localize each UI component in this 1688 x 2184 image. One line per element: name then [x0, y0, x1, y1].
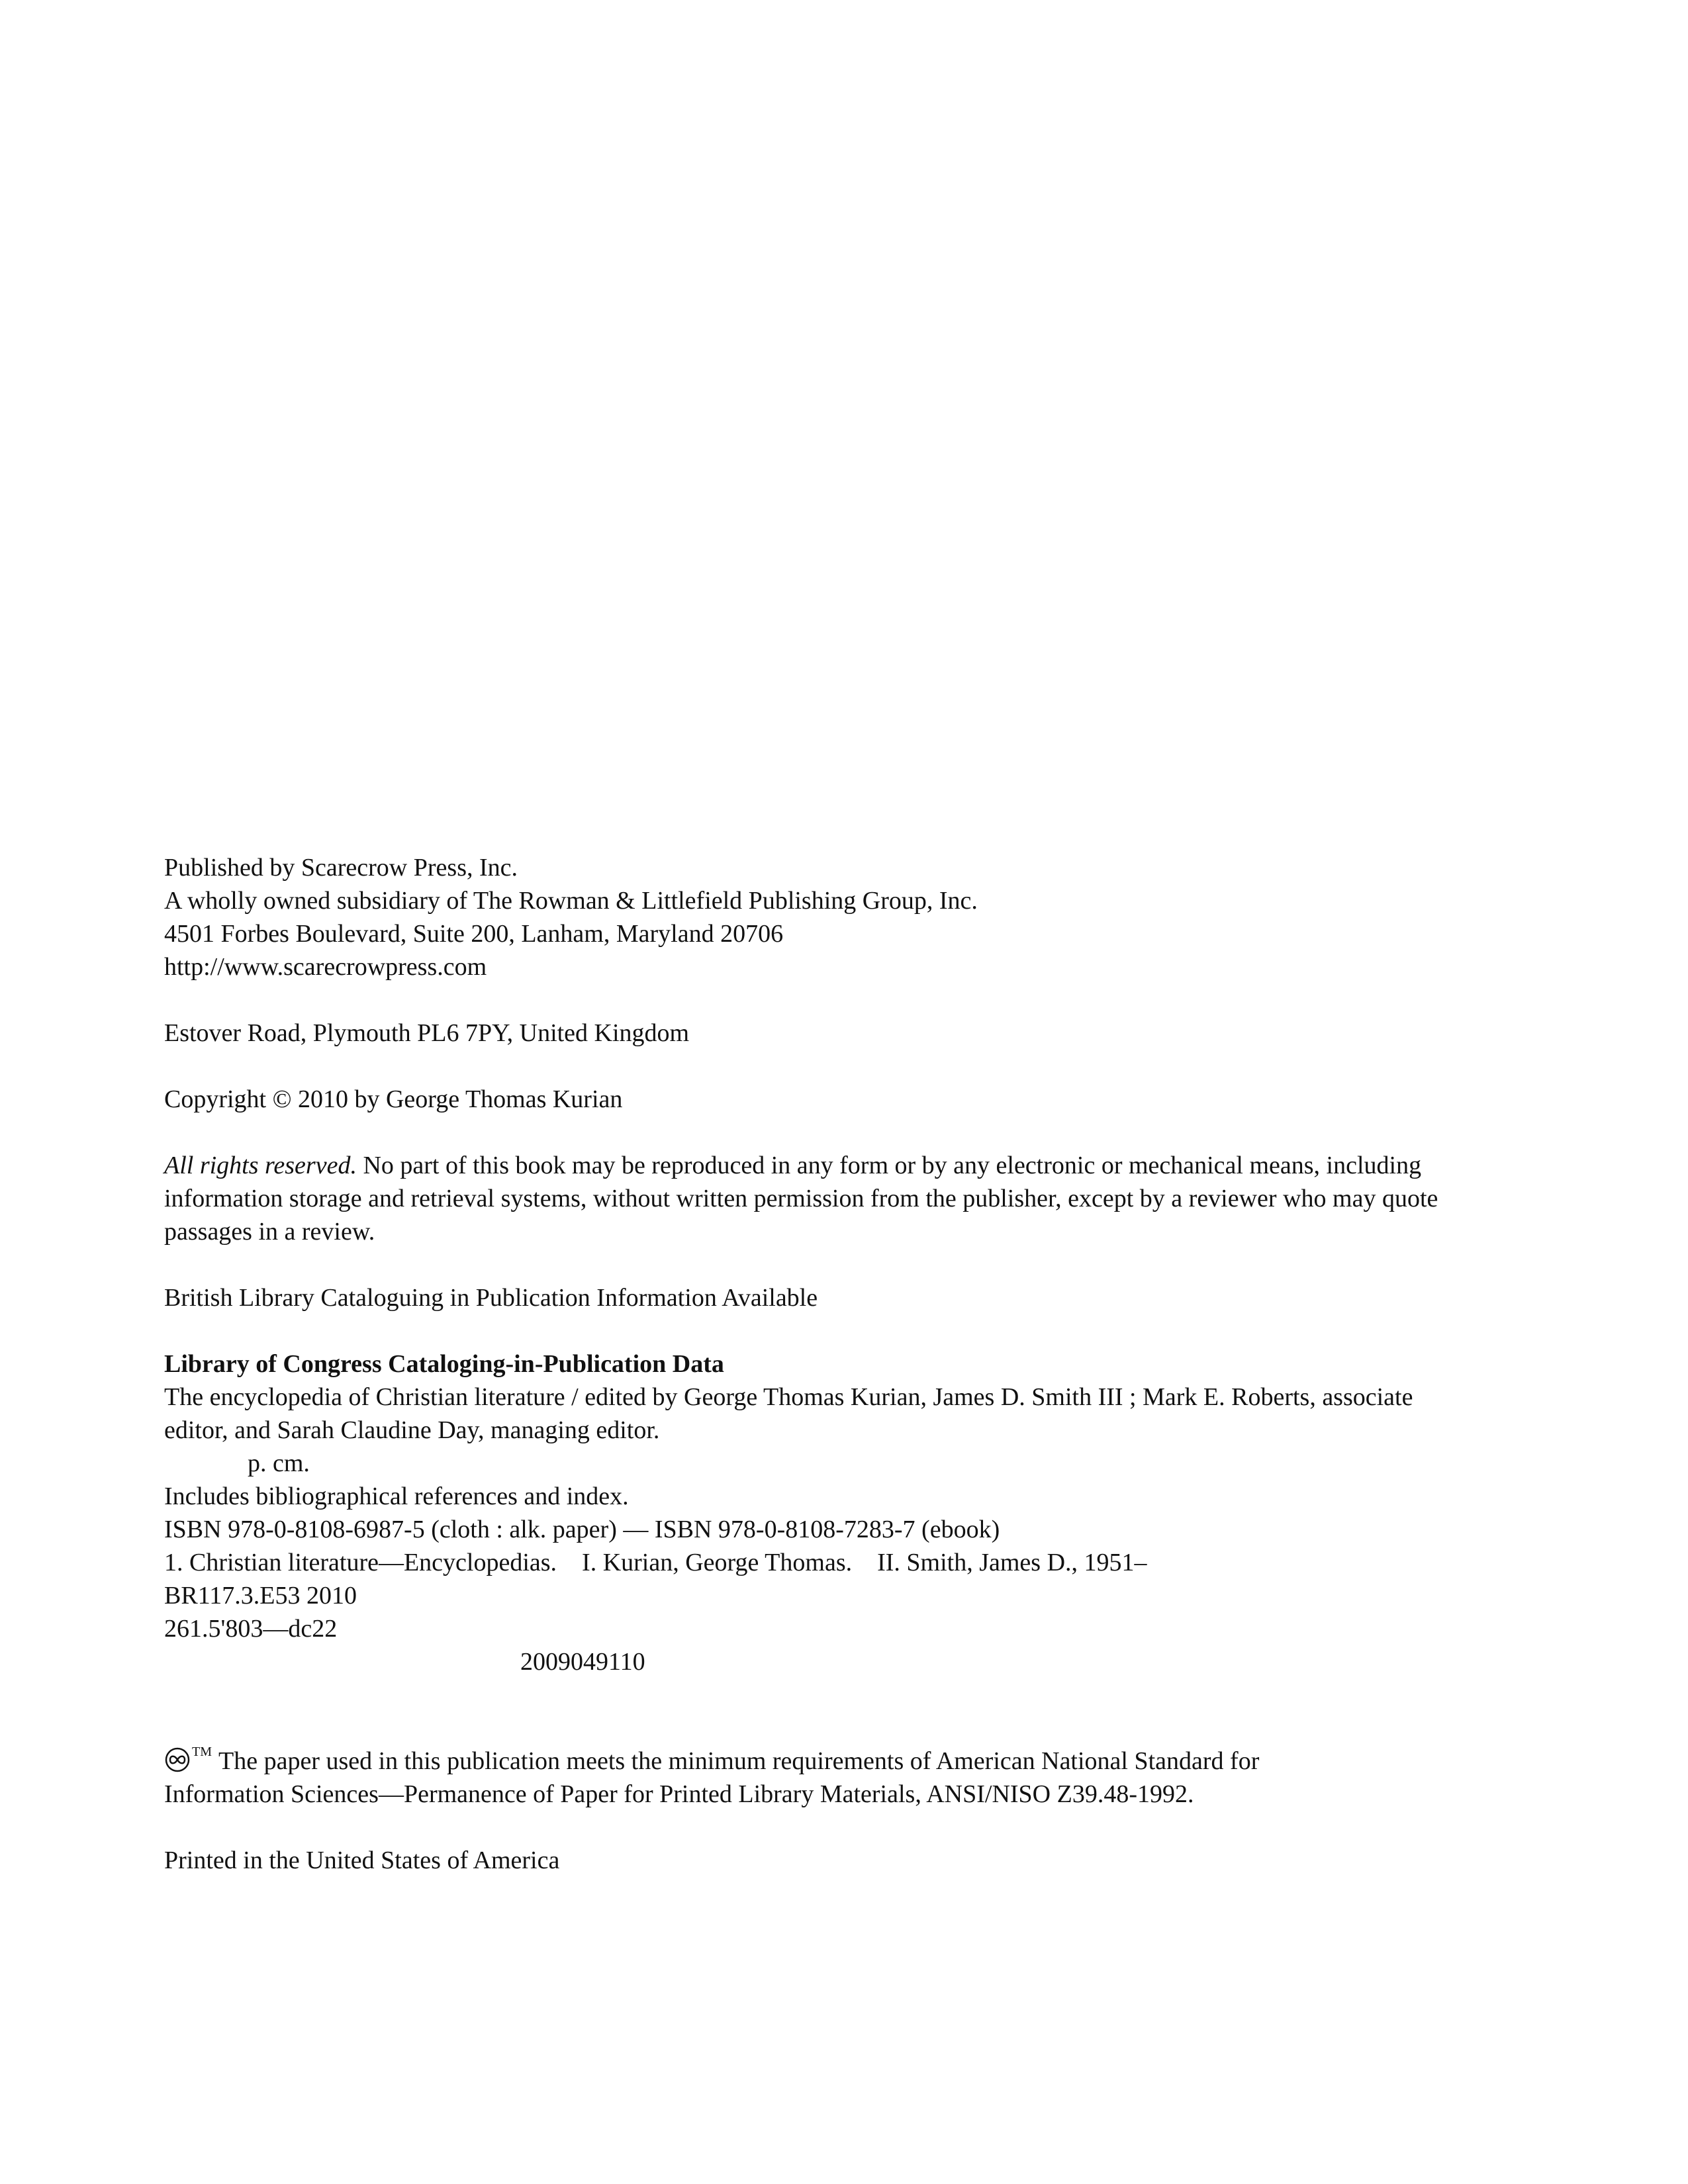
cip-subjects: [164, 1546, 1528, 1579]
cip-lccn: 2009049110: [520, 1648, 645, 1676]
cip-heading: Library of Congress Cataloging-in-Publication Data: [164, 1350, 724, 1378]
cip-subject-2: I. Kurian, George Thomas.: [582, 1549, 853, 1576]
cip-isbn: ISBN 978-0-8108-6987-5 (cloth : alk. paper) — ISBN 978-0-8108-7283-7 (ebook): [164, 1516, 1000, 1543]
paper-statement-line-2: Information Sciences—Permanence of Paper for Printed Library Materials, ANSI/NISO Z39.48-1992.: [164, 1780, 1194, 1808]
publisher-parent-line: A wholly owned subsidiary of The Rowman & Littlefield Publishing Group, Inc.: [164, 887, 978, 915]
british-library-note: British Library Cataloguing in Publication Information Available: [164, 1284, 818, 1312]
cip-pcm: p. cm.: [248, 1449, 310, 1477]
cip-subject-1: 1. Christian literature—Encyclopedias.: [164, 1549, 557, 1576]
uk-address: Estover Road, Plymouth PL6 7PY, United Kingdom: [164, 1019, 690, 1047]
rights-paragraph: [164, 1149, 1528, 1248]
paper-statement-line-1: [164, 1745, 1528, 1778]
cip-lc-class: BR117.3.E53 2010: [164, 1582, 357, 1610]
copyright-block: [164, 851, 1528, 1877]
cip-title-line-2: editor, and Sarah Claudine Day, managing editor.: [164, 1416, 660, 1444]
cip-title-line-1: The encyclopedia of Christian literature / edited by George Thomas Kurian, James D. Smith III ; Mark E. Roberts, associate: [164, 1383, 1413, 1411]
rights-lead: All rights reserved.: [164, 1152, 357, 1179]
cip-dewey: 261.5'803—dc22: [164, 1615, 338, 1643]
publisher-line: Published by Scarecrow Press, Inc.: [164, 854, 518, 882]
publisher-url: http://www.scarecrowpress.com: [164, 953, 487, 981]
copyright-notice: Copyright © 2010 by George Thomas Kurian: [164, 1085, 623, 1113]
publisher-address-line: 4501 Forbes Boulevard, Suite 200, Lanham, Maryland 20706: [164, 920, 784, 948]
cip-includes: Includes bibliographical references and index.: [164, 1482, 629, 1510]
printed-in: Printed in the United States of America: [164, 1846, 560, 1874]
paper-statement-text-1: The paper used in this publication meets the minimum requirements of American National Standard for: [218, 1747, 1260, 1775]
infinity-circle-icon: [164, 1747, 191, 1773]
trademark-mark: TM: [192, 1745, 212, 1759]
cip-subject-3: II. Smith, James D., 1951–: [877, 1549, 1147, 1576]
rights-body: No part of this book may be reproduced in any form or by any electronic or mechanical means, including information storage and retrieval systems, without written permission from the publisher, except by a reviewer who may quote passages in a review.: [164, 1152, 1438, 1246]
